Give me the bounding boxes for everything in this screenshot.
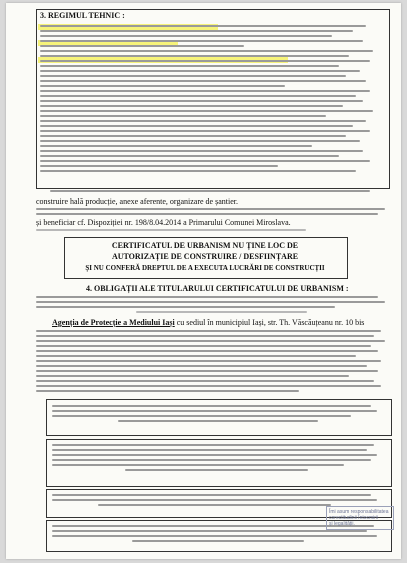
regim-tehnic-text-block bbox=[40, 25, 380, 175]
notice-line-3: ȘI NU CONFERĂ DREPTUL DE A EXECUTA LUCRĂRI DE CONSTRUCȚII bbox=[85, 264, 325, 272]
agency-line bbox=[52, 318, 364, 327]
document-page bbox=[6, 3, 401, 559]
footnote-text bbox=[36, 229, 336, 234]
obligations-text bbox=[36, 296, 392, 316]
notice-line-1: CERTIFICATUL DE URBANISM NU ȚINE LOC DE bbox=[111, 241, 299, 250]
regim-tehnic-title: 3. REGIMUL TEHNIC : bbox=[40, 11, 125, 20]
directive-text bbox=[36, 330, 392, 395]
agency-name: Agenția de Protecție a Mediului Iași bbox=[52, 318, 175, 327]
responsibility-stamp: Îmi asum responsabilitatea corectitudinii Întocmirii și legalității. bbox=[326, 506, 394, 530]
hotarare-line: și beneficiar cf. Dispoziției nr. 198/8.04.2014 a Primarului Comunei Miroslava. bbox=[36, 218, 291, 227]
agency-address: cu sediul în municipiul Iași, str. Th. Văscăuțeanu nr. 10 bis bbox=[174, 318, 365, 327]
obligations-title: 4. OBLIGAȚII ALE TITULARULUI CERTIFICATULUI DE URBANISM : bbox=[86, 284, 349, 293]
scope-text bbox=[50, 190, 380, 195]
evaluation-box-text bbox=[52, 405, 384, 425]
solicitant-text bbox=[36, 208, 392, 218]
notice-line-2: AUTORIZAȚIE DE CONSTRUIRE / DESFIINȚARE bbox=[111, 252, 299, 261]
procedure-box-text bbox=[52, 444, 384, 474]
construire-line: construire hală producție, anexe aferente, organizare de șantier. bbox=[36, 197, 238, 206]
